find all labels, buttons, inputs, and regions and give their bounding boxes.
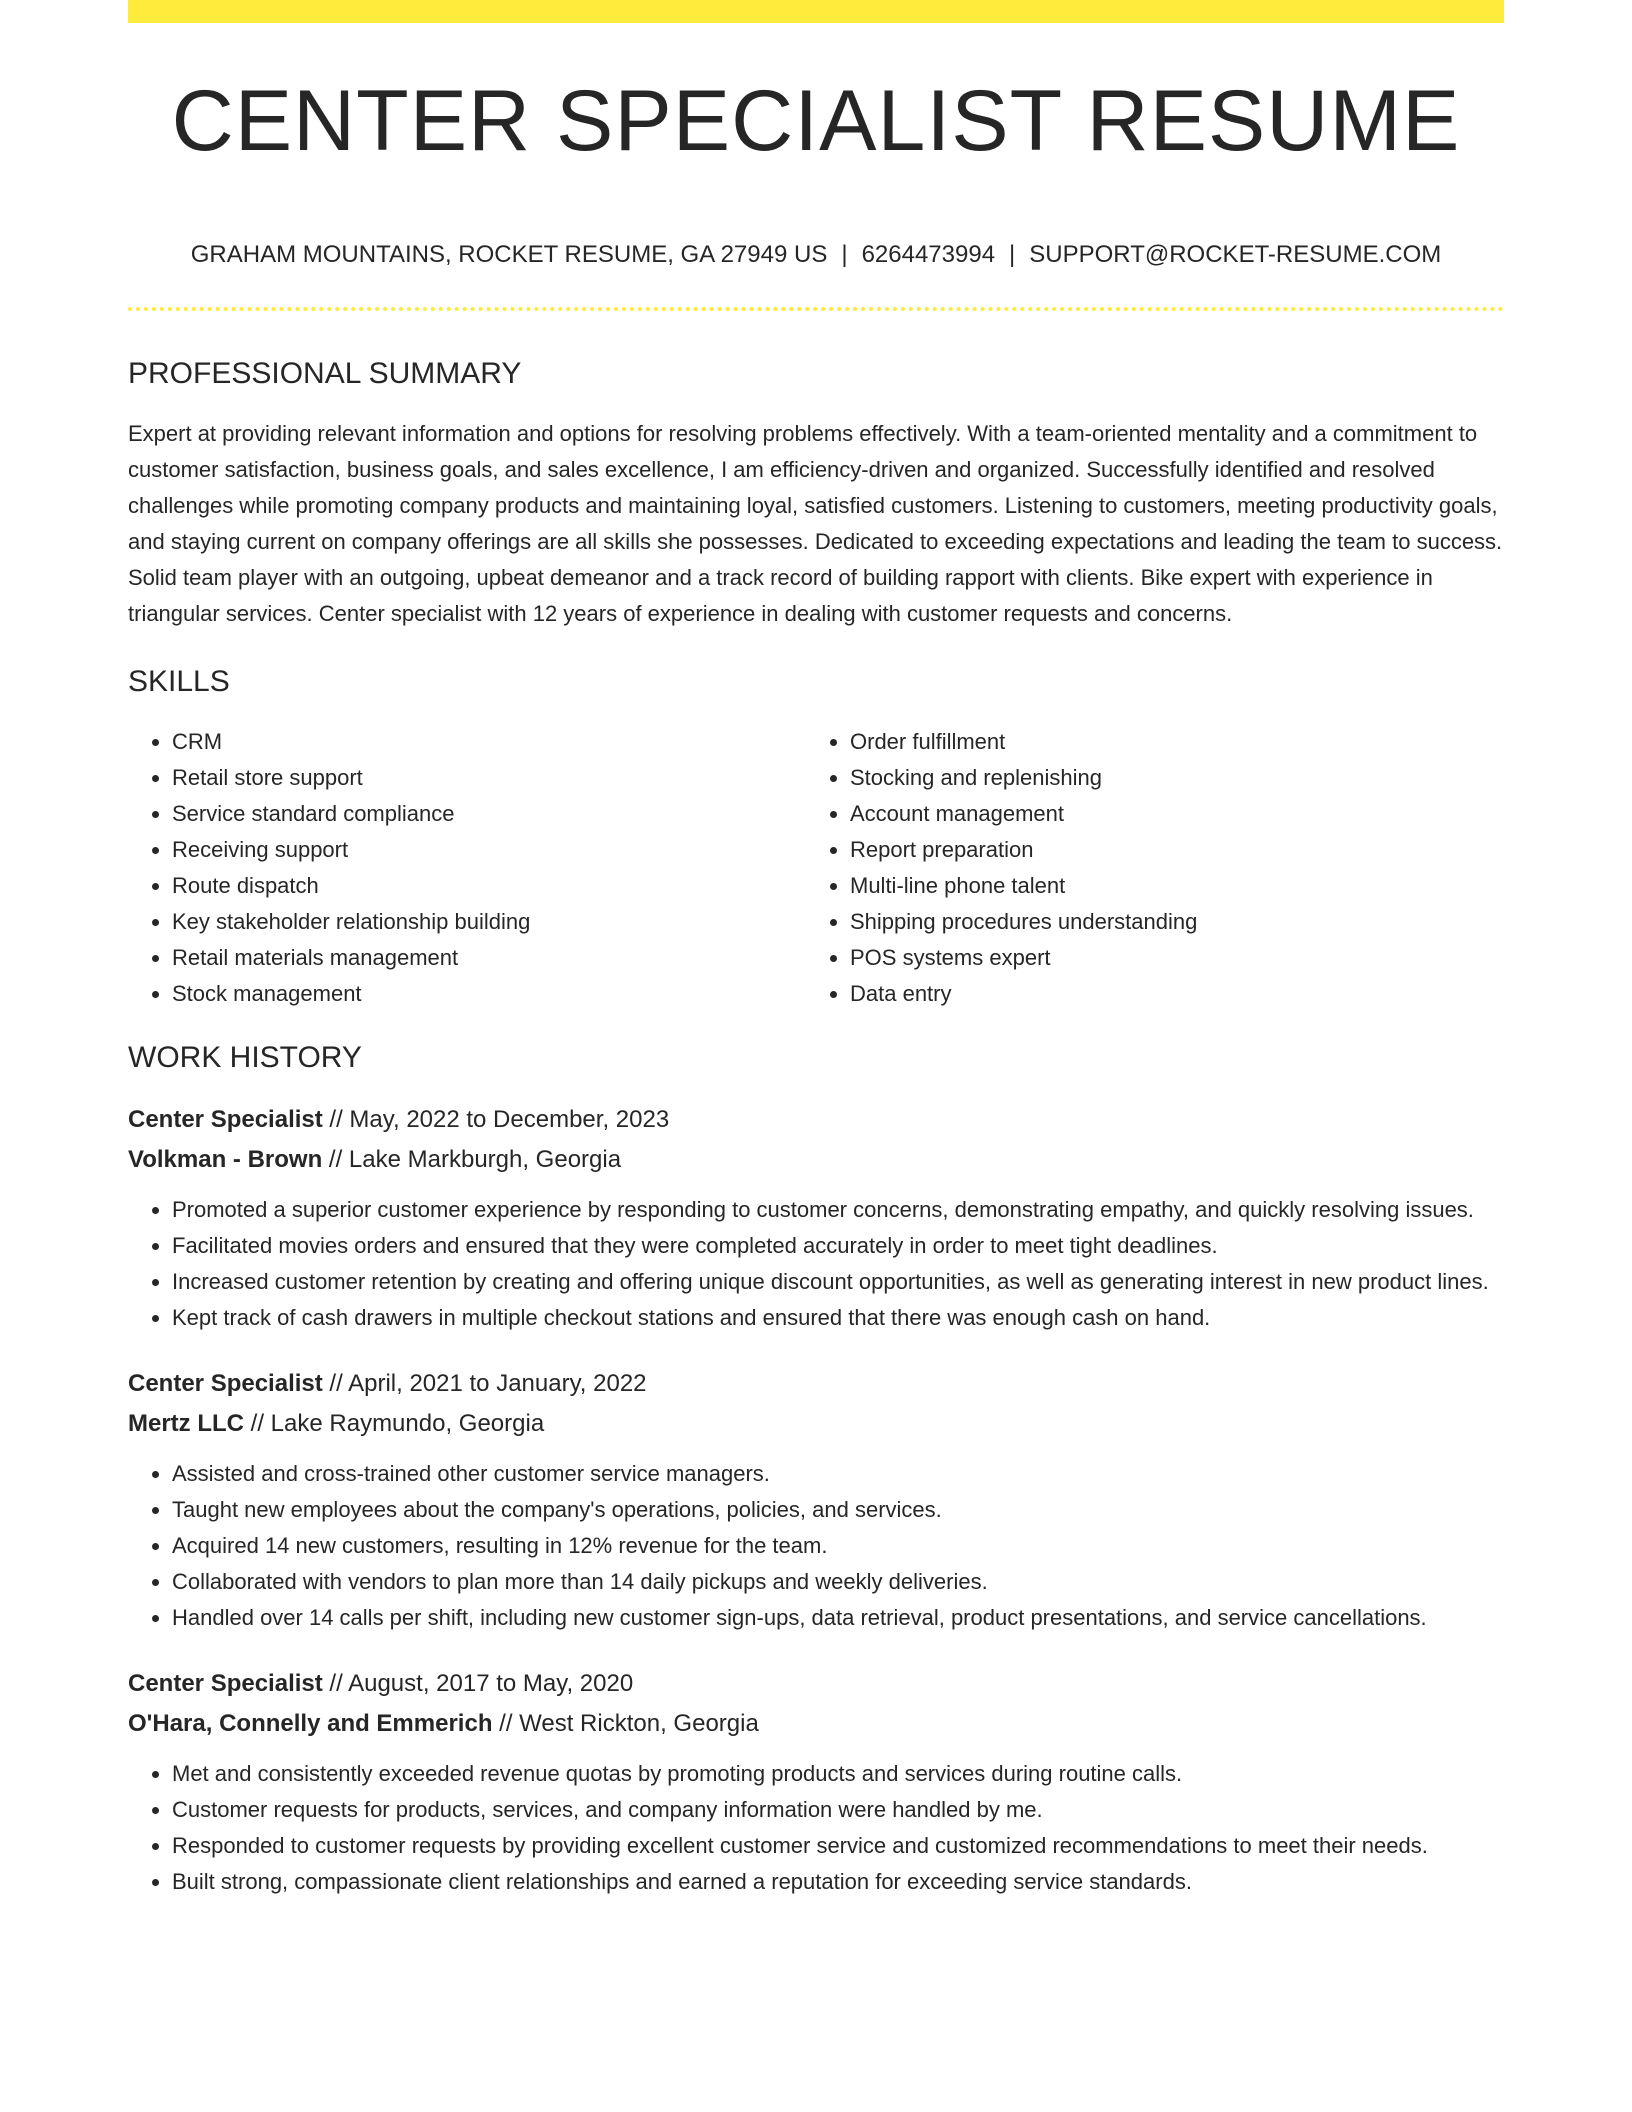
job-entry xyxy=(128,1100,1504,1336)
job-bullet: • Acquired 14 new customers, resulting in 12% revenue for the team. xyxy=(172,1528,1504,1564)
header-divider xyxy=(128,307,1504,311)
skill-item: • Key stakeholder relationship building xyxy=(172,904,806,940)
job-title-line xyxy=(128,1100,1504,1140)
skill-item: • Route dispatch xyxy=(172,868,806,904)
job-role: Center Specialist xyxy=(128,1370,323,1397)
contact-line xyxy=(128,238,1504,272)
skill-item: • Receiving support xyxy=(172,832,806,868)
contact-phone: 6264473994 xyxy=(861,241,996,268)
job-role: Center Specialist xyxy=(128,1670,323,1697)
skill-item: • Order fulfillment xyxy=(850,724,1484,760)
job-company: O'Hara, Connelly and Emmerich xyxy=(128,1710,493,1737)
skill-item: • CRM xyxy=(172,724,806,760)
skills-list xyxy=(128,724,1504,1012)
skill-item: • Retail store support xyxy=(172,760,806,796)
job-dates: // April, 2021 to January, 2022 xyxy=(322,1370,647,1397)
job-company-line xyxy=(128,1404,1504,1444)
job-dates: // August, 2017 to May, 2020 xyxy=(322,1670,634,1697)
job-company-line xyxy=(128,1140,1504,1180)
contact-separator: | xyxy=(1009,241,1016,268)
job-bullet: • Promoted a superior customer experience by responding to customer concerns, demonstrating empathy, and quickly resolving issues. xyxy=(172,1192,1504,1228)
summary-text: Expert at providing relevant information and options for resolving problems effectively. With a team-oriented mentality and a commitment to customer satisfaction, business goals, and sales excellence, I am efficiency-driven and organized. Successfully identified and resolved challenges while promoting company products and maintaining loyal, satisfied customers. Listening to customers, meeting productivity goals, and staying current on company offerings are all skills she possesses. Dedicated to exceeding expectations and leading the team to success. Solid team player with an outgoing, upbeat demeanor and a track record of building rapport with clients. Bike expert with experience in triangular services. Center specialist with 12 years of experience in dealing with customer requests and concerns. xyxy=(128,421,1503,626)
skill-item: • Report preparation xyxy=(850,832,1484,868)
job-dates: // May, 2022 to December, 2023 xyxy=(322,1106,670,1133)
summary-heading: PROFESSIONAL SUMMARY xyxy=(128,357,522,390)
job-bullet: • Taught new employees about the company's operations, policies, and services. xyxy=(172,1492,1504,1528)
job-bullet: • Increased customer retention by creating and offering unique discount opportunities, as well as generating interest in new product lines. xyxy=(172,1264,1504,1300)
skills-column-right xyxy=(806,724,1484,1012)
job-bullet: • Collaborated with vendors to plan more than 14 daily pickups and weekly deliveries. xyxy=(172,1564,1504,1600)
skill-item: • Data entry xyxy=(850,976,1484,1012)
job-bullet: • Met and consistently exceeded revenue quotas by promoting products and services during routine calls. xyxy=(172,1756,1504,1792)
resume-title: CENTER SPECIALIST RESUME xyxy=(171,73,1461,169)
job-bullet: • Kept track of cash drawers in multiple checkout stations and ensured that there was enough cash on hand. xyxy=(172,1300,1504,1336)
job-title-line xyxy=(128,1664,1504,1704)
job-bullets xyxy=(128,1192,1504,1336)
skill-item: • Stocking and replenishing xyxy=(850,760,1484,796)
job-location: // West Rickton, Georgia xyxy=(492,1710,759,1737)
skills-heading: SKILLS xyxy=(128,665,230,698)
job-bullet: • Facilitated movies orders and ensured that they were completed accurately in order to meet tight deadlines. xyxy=(172,1228,1504,1264)
skill-item: • Retail materials management xyxy=(172,940,806,976)
contact-email: SUPPORT@ROCKET-RESUME.COM xyxy=(1029,241,1442,268)
job-bullet: • Handled over 14 calls per shift, including new customer sign-ups, data retrieval, product presentations, and service cancellations. xyxy=(172,1600,1504,1636)
job-bullet: • Built strong, compassionate client relationships and earned a reputation for exceeding service standards. xyxy=(172,1864,1504,1900)
resume-content xyxy=(128,352,1504,1928)
job-bullets xyxy=(128,1756,1504,1900)
work-history-heading: WORK HISTORY xyxy=(128,1041,362,1074)
skill-item: • Service standard compliance xyxy=(172,796,806,832)
job-role: Center Specialist xyxy=(128,1106,323,1133)
job-location: // Lake Markburgh, Georgia xyxy=(322,1146,622,1173)
contact-separator: | xyxy=(841,241,848,268)
job-entry xyxy=(128,1364,1504,1636)
contact-address: GRAHAM MOUNTAINS, ROCKET RESUME, GA 27949 US xyxy=(190,241,828,268)
job-location: // Lake Raymundo, Georgia xyxy=(244,1410,545,1437)
accent-bar xyxy=(128,0,1504,23)
skill-item: • Stock management xyxy=(172,976,806,1012)
job-bullet: • Responded to customer requests by providing excellent customer service and customized recommendations to meet their needs. xyxy=(172,1828,1504,1864)
job-company: Mertz LLC xyxy=(128,1410,244,1437)
job-bullet: • Customer requests for products, services, and company information were handled by me. xyxy=(172,1792,1504,1828)
job-bullets xyxy=(128,1456,1504,1636)
skill-item: • Multi-line phone talent xyxy=(850,868,1484,904)
job-entry xyxy=(128,1664,1504,1900)
skill-item: • Shipping procedures understanding xyxy=(850,904,1484,940)
job-title-line xyxy=(128,1364,1504,1404)
skill-item: • POS systems expert xyxy=(850,940,1484,976)
skill-item: • Account management xyxy=(850,796,1484,832)
job-company: Volkman - Brown xyxy=(128,1146,323,1173)
skills-column-left xyxy=(128,724,806,1012)
job-company-line xyxy=(128,1704,1504,1744)
job-bullet: • Assisted and cross-trained other customer service managers. xyxy=(172,1456,1504,1492)
